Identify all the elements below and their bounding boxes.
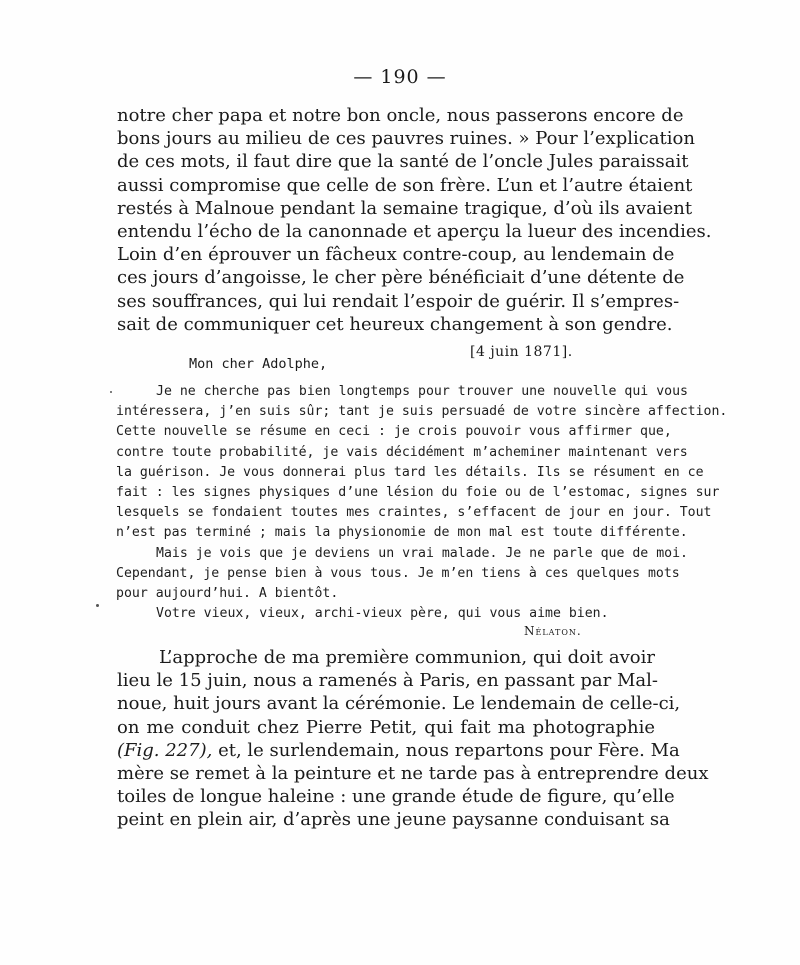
ink-speck	[110, 391, 112, 393]
text-line: Loin d’en éprouver un fâcheux contre-coup, au lendemain de	[117, 244, 675, 266]
text-line: on me conduit chez Pierre Petit, qui fait ma photographie	[117, 716, 655, 738]
letter-line: Mais je vois que je deviens un vrai malade. Je ne parle que de moi.	[156, 545, 688, 561]
text-line: entendu l’écho de la canonnade et aperçu la lueur des incendies.	[117, 221, 712, 243]
ink-speck	[96, 604, 99, 607]
letter-line: fait : les signes physiques d’une lésion du foie ou de l’estomac, signes sur	[116, 485, 720, 501]
text-line: notre cher papa et notre bon oncle, nous passerons encore de	[117, 105, 684, 126]
letter-signature: Nélaton.	[524, 624, 582, 638]
text-line: lieu le 15 juin, nous a ramenés à Paris, en passant par Mal-	[117, 670, 658, 692]
text-line: noue, huit jours avant la cérémonie. Le lendemain de celle-ci,	[117, 693, 681, 715]
text-line: ses souffrances, qui lui rendait l’espoir de guérir. Il s’empres-	[117, 290, 680, 312]
letter-body	[116, 382, 728, 624]
letter-line: intéressera, j’en suis sûr; tant je suis persuadé de votre sincère affection.	[116, 404, 728, 420]
letter-salutation: Mon cher Adolphe,	[189, 356, 328, 372]
paragraph-1	[117, 104, 712, 336]
text-line: bons jours au milieu de ces pauvres ruines. » Pour l’explication	[117, 128, 695, 150]
text-line: aussi compromise que celle de son frère. L’un et l’autre étaient	[117, 174, 693, 196]
letter-line: pour aujourd’hui. A bientôt.	[116, 586, 339, 602]
text-fragment: et, le surlendemain, nous repartons pour Fère. Ma	[218, 739, 680, 761]
letter-line: Votre vieux, vieux, archi-vieux père, qui vous aime bien.	[156, 606, 609, 622]
letter-line: la guérison. Je vous donnerai plus tard les détails. Ils se résument en ce	[116, 464, 704, 480]
text-line: restés à Malnoue pendant la semaine tragique, d’où ils avaient	[117, 197, 693, 219]
text-line: ces jours d’angoisse, le cher père bénéficiait d’une détente de	[117, 267, 685, 289]
letter-line: Cependant, je pense bien à vous tous. Je m’en tiens à ces quelques mots	[116, 565, 680, 581]
page-number: — 190 —	[353, 66, 447, 88]
letter-line: contre toute probabilité, je vais décidément m’acheminer maintenant vers	[116, 444, 688, 460]
letter-line: lesquels se fondaient toutes mes craintes, s’effacent de jour en jour. Tout	[116, 505, 712, 521]
text-line: L’approche de ma première communion, qui doit avoir	[159, 647, 655, 668]
text-line: sait de communiquer cet heureux changement à son gendre.	[117, 313, 673, 335]
text-line-with-figure-ref	[117, 739, 680, 762]
letter-line: Je ne cherche pas bien longtemps pour trouver une nouvelle qui vous	[156, 384, 688, 399]
text-line: de ces mots, il faut dire que la santé de l’oncle Jules paraissait	[117, 151, 689, 173]
text-line: peint en plein air, d’après une jeune paysanne conduisant sa	[117, 809, 670, 831]
letter-date: [4 juin 1871].	[470, 344, 573, 360]
text-line: toiles de longue haleine : une grande étude de figure, qu’elle	[117, 786, 675, 808]
figure-reference: (Fig. 227),	[117, 739, 213, 761]
text-line: mère se remet à la peinture et ne tarde pas à entreprendre deux	[117, 763, 709, 785]
letter-line: n’est pas terminé ; mais la physionomie de mon mal est toute différente.	[116, 525, 688, 541]
paragraph-2	[117, 646, 709, 832]
letter-line: Cette nouvelle se résume en ceci : je crois pouvoir vous affirmer que,	[116, 424, 672, 440]
